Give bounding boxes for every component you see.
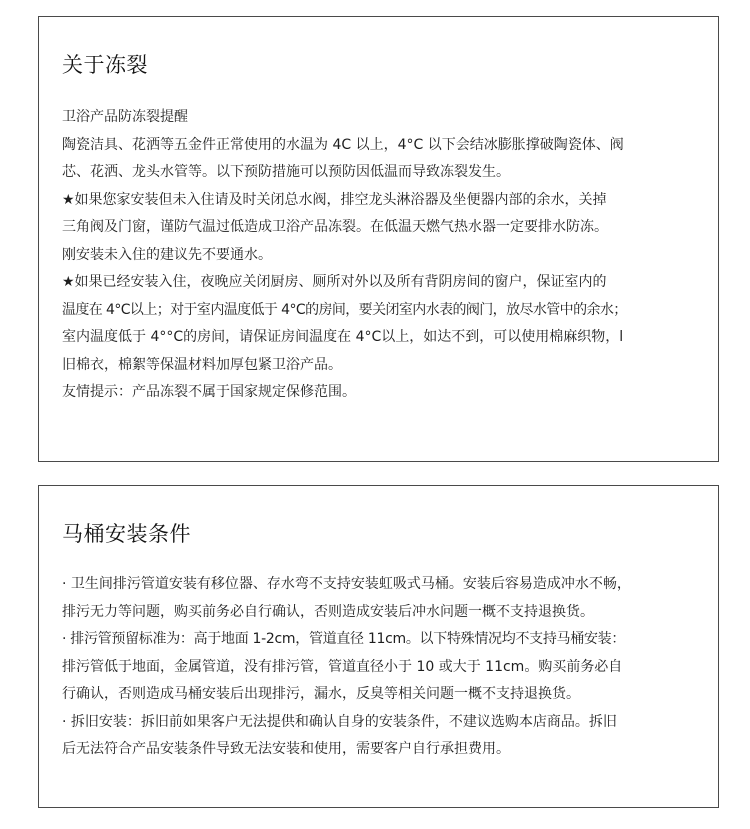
- toilet-install-body: [62, 571, 696, 764]
- toilet-install-card: [38, 485, 719, 808]
- toilet-install-title: 马桶安装条件: [62, 522, 191, 546]
- freeze-crack-title: 关于冻裂: [62, 53, 148, 77]
- toilet-install-line: 行确认，否则造成马桶安装后出现排污，漏水，反臭等相关问题一概不支持退换货。: [62, 686, 580, 702]
- freeze-crack-line: 芯、花洒、龙头水管等。以下预防措施可以预防因低温而导致冻裂发生。: [62, 164, 510, 180]
- freeze-crack-line: 温度在 4°C以上；对于室内温度低于 4°C的房间，要关闭室内水表的阀门，放尽水管中的余水；: [62, 301, 627, 318]
- freeze-crack-line: 三角阀及门窗，谨防气温过低造成卫浴产品冻裂。在低温天燃气热水器一定要排水防冻。: [62, 219, 608, 235]
- freeze-crack-line: 室内温度低于 4°°C的房间，请保证房间温度在 4°C以上，如达不到，可以使用棉麻织物，l: [62, 329, 624, 345]
- freeze-crack-body: [62, 104, 696, 407]
- toilet-install-line: 排污管低于地面，金属管道，没有排污管，管道直径小于 10 或大于 11cm。购买前务必自: [62, 658, 623, 675]
- freeze-crack-line: 刚安装未入住的建议先不要通水。: [62, 246, 272, 263]
- freeze-crack-line: 旧棉衣，棉絮等保温材料加厚包紧卫浴产品。: [62, 356, 342, 373]
- freeze-crack-line: ★如果已经安装入住，夜晚应关闭厨房、厕所对外以及所有背阴房间的窗户，保证室内的: [62, 274, 607, 290]
- toilet-install-line: · 排污管预留标准为：高于地面 1-2cm，管道直径 11cm。以下特殊情况均不支持马桶安装：: [62, 631, 626, 647]
- friendly-tip: 友情提示：产品冻裂不属于国家规定保修范围。: [62, 384, 356, 400]
- freeze-crack-subtitle: 卫浴产品防冻裂提醒: [62, 109, 188, 125]
- freeze-crack-line: 陶瓷洁具、花洒等五金件正常使用的水温为 4C 以上，4°C 以下会结冰膨胀撑破陶瓷体、阀: [62, 136, 624, 153]
- toilet-install-line: · 卫生间排污管道安装有移位器、存水弯不支持安装虹吸式马桶。安装后容易造成冲水不畅，: [62, 576, 631, 592]
- toilet-install-line: 后无法符合产品安装条件导致无法安装和使用，需要客户自行承担费用。: [62, 741, 510, 757]
- freeze-crack-line: ★如果您家安装但未入住请及时关闭总水阀，排空龙头淋浴器及坐便器内部的余水，关掉: [62, 191, 607, 208]
- toilet-install-line: · 拆旧安装：拆旧前如果客户无法提供和确认自身的安装条件，不建议选购本店商品。拆旧: [62, 713, 617, 730]
- toilet-install-line: 排污无力等问题，购买前务必自行确认，否则造成安装后冲水问题一概不支持退换货。: [62, 603, 594, 620]
- freeze-crack-card: [38, 16, 719, 462]
